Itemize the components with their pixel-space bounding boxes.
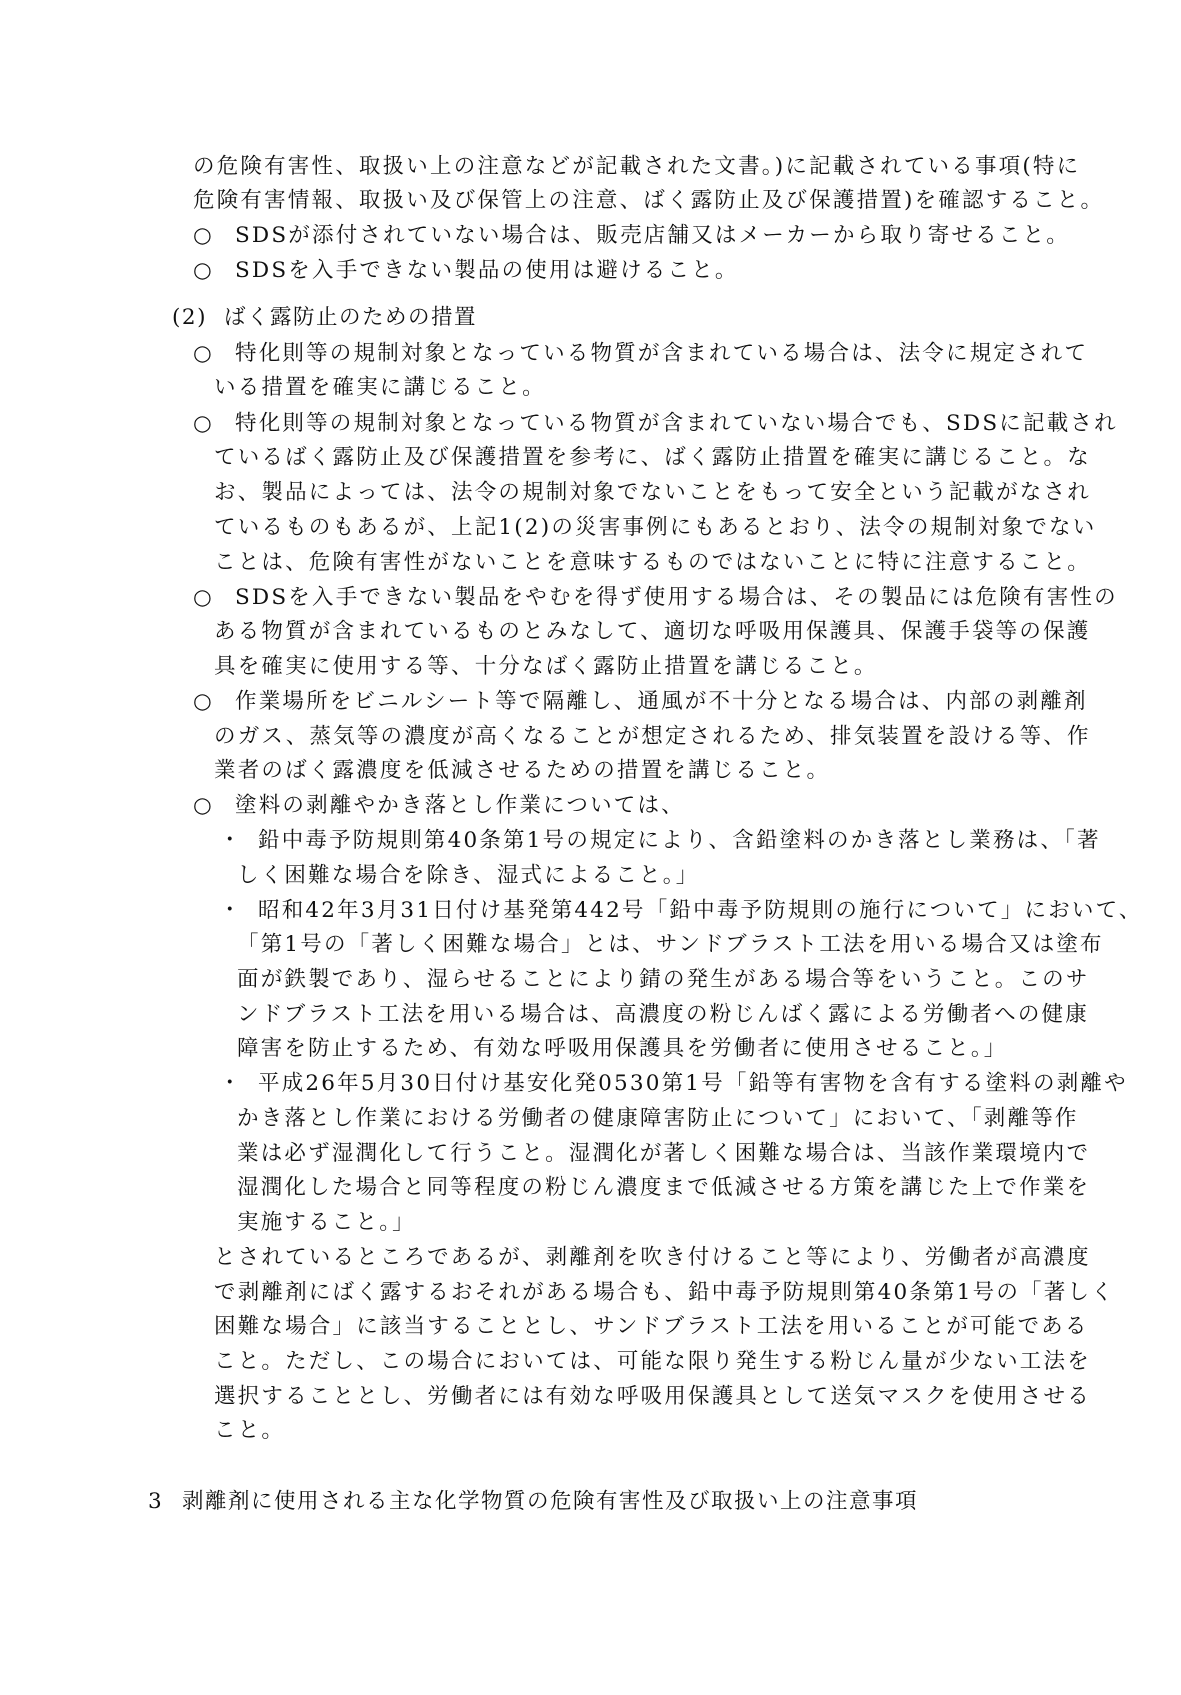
intro-line: の危険有害性、取扱い上の注意などが記載された文書。)に記載されている事項(特に: [193, 154, 1081, 179]
sub-item-3-line: 平成26年5月30日付け基安化発0530第1号「鉛等有害物を含有する塗料の剥離や: [258, 1071, 1128, 1096]
sub-item-1-line: しく困難な場合を除き、湿式によること。」: [237, 863, 700, 888]
item-1-line: 特化則等の規制対象となっている物質が含まれている場合は、法令に規定されて: [235, 341, 1089, 366]
item-3-line: 具を確実に使用する等、十分なばく露防止措置を講じること。: [214, 654, 878, 679]
closing-line: こと。ただし、この場合においては、可能な限り発生する粉じん量が少ない工法を: [214, 1349, 1091, 1374]
bullet-circle-icon: ○: [193, 411, 212, 436]
sub-item-2-line: 昭和42年3月31日付け基発第442号「鉛中毒予防規則の施行について」において、: [258, 898, 1143, 923]
closing-line: 選択することとし、労働者には有効な呼吸用保護具として送気マスクを使用させる: [214, 1384, 1091, 1409]
sub-item-3-line: 業は必ず湿潤化して行うこと。湿潤化が著しく困難な場合は、当該作業環境内で: [237, 1141, 1091, 1166]
intro-line: 危険有害情報、取扱い及び保管上の注意、ばく露防止及び保護措置)を確認すること。: [193, 188, 1105, 213]
sub-item-3-line: 実施すること。」: [237, 1210, 416, 1235]
closing-line: とされているところであるが、剥離剤を吹き付けること等により、労働者が高濃度: [214, 1245, 1091, 1270]
section-2-title: ばく露防止のための措置: [224, 305, 478, 330]
sub-item-3-line: かき落とし作業における労働者の健康障害防止について」において、「剥離等作: [237, 1106, 1079, 1131]
bullet-dot-icon: ・: [219, 898, 241, 923]
section-2-number: (2): [172, 305, 207, 330]
bullet-circle-icon: ○: [193, 223, 212, 248]
item-2-line: ているばく露防止及び保護措置を参考に、ばく露防止措置を確実に講じること。な: [214, 445, 1091, 470]
bullet-circle-icon: ○: [193, 585, 212, 610]
closing-line: 困難な場合」に該当することとし、サンドブラスト工法を用いることが可能である: [214, 1314, 1089, 1339]
bullet-circle-icon: ○: [193, 341, 212, 366]
item-1-line: いる措置を確実に講じること。: [214, 375, 546, 400]
section-3-number: 3: [148, 1489, 164, 1514]
sub-item-3-line: 湿潤化した場合と同等程度の粉じん濃度まで低減させる方策を講じた上で作業を: [237, 1175, 1091, 1200]
item-2-line: ことは、危険有害性がないことを意味するものではないことに特に注意すること。: [214, 550, 1091, 575]
item-4-line: 作業場所をビニルシート等で隔離し、通風が不十分となる場合は、内部の剥離剤: [235, 689, 1088, 714]
intro-bullet: SDSを入手できない製品の使用は避けること。: [235, 258, 739, 283]
closing-line: こと。: [214, 1418, 286, 1443]
bullet-circle-icon: ○: [193, 689, 212, 714]
item-2-line: お、製品によっては、法令の規制対象でないことをもって安全という記載がなされ: [214, 480, 1091, 505]
bullet-circle-icon: ○: [193, 258, 212, 283]
item-2-line: 特化則等の規制対象となっている物質が含まれていない場合でも、SDSに記載され: [235, 411, 1118, 436]
sub-item-2-line: 「第1号の「著しく困難な場合」とは、サンドブラスト工法を用いる場合又は塗布: [237, 932, 1104, 957]
item-3-line: SDSを入手できない製品をやむを得ず使用する場合は、その製品には危険有害性の: [235, 585, 1118, 610]
bullet-circle-icon: ○: [193, 793, 212, 818]
bullet-dot-icon: ・: [219, 1071, 241, 1096]
item-4-line: 業者のばく露濃度を低減させるための措置を講じること。: [214, 758, 831, 783]
item-4-line: のガス、蒸気等の濃度が高くなることが想定されるため、排気装置を設ける等、作: [214, 724, 1091, 749]
intro-bullet: SDSが添付されていない場合は、販売店舗又はメーカーから取り寄せること。: [235, 223, 1070, 248]
closing-line: で剥離剤にばく露するおそれがある場合も、鉛中毒予防規則第40条第1号の「著しく: [214, 1280, 1115, 1305]
item-3-line: ある物質が含まれているものとみなして、適切な呼吸用保護具、保護手袋等の保護: [214, 619, 1091, 644]
sub-item-2-line: 障害を防止するため、有効な呼吸用保護具を労働者に使用させること。」: [237, 1036, 1008, 1061]
item-5-line: 塗料の剥離やかき落とし作業については、: [235, 793, 685, 818]
bullet-dot-icon: ・: [219, 828, 241, 853]
sub-item-1-line: 鉛中毒予防規則第40条第1号の規定により、含鉛塗料のかき落とし業務は、「著: [258, 828, 1101, 853]
sub-item-2-line: 面が鉄製であり、湿らせることにより錆の発生がある場合等をいうこと。このサ: [237, 967, 1090, 992]
sub-item-2-line: ンドブラスト工法を用いる場合は、高濃度の粉じんばく露による労働者への健康: [237, 1002, 1089, 1027]
item-2-line: ているものもあるが、上記1(2)の災害事例にもあるとおり、法令の規制対象でない: [214, 515, 1097, 540]
section-3-title: 剥離剤に使用される主な化学物質の危険有害性及び取扱い上の注意事項: [182, 1489, 919, 1514]
